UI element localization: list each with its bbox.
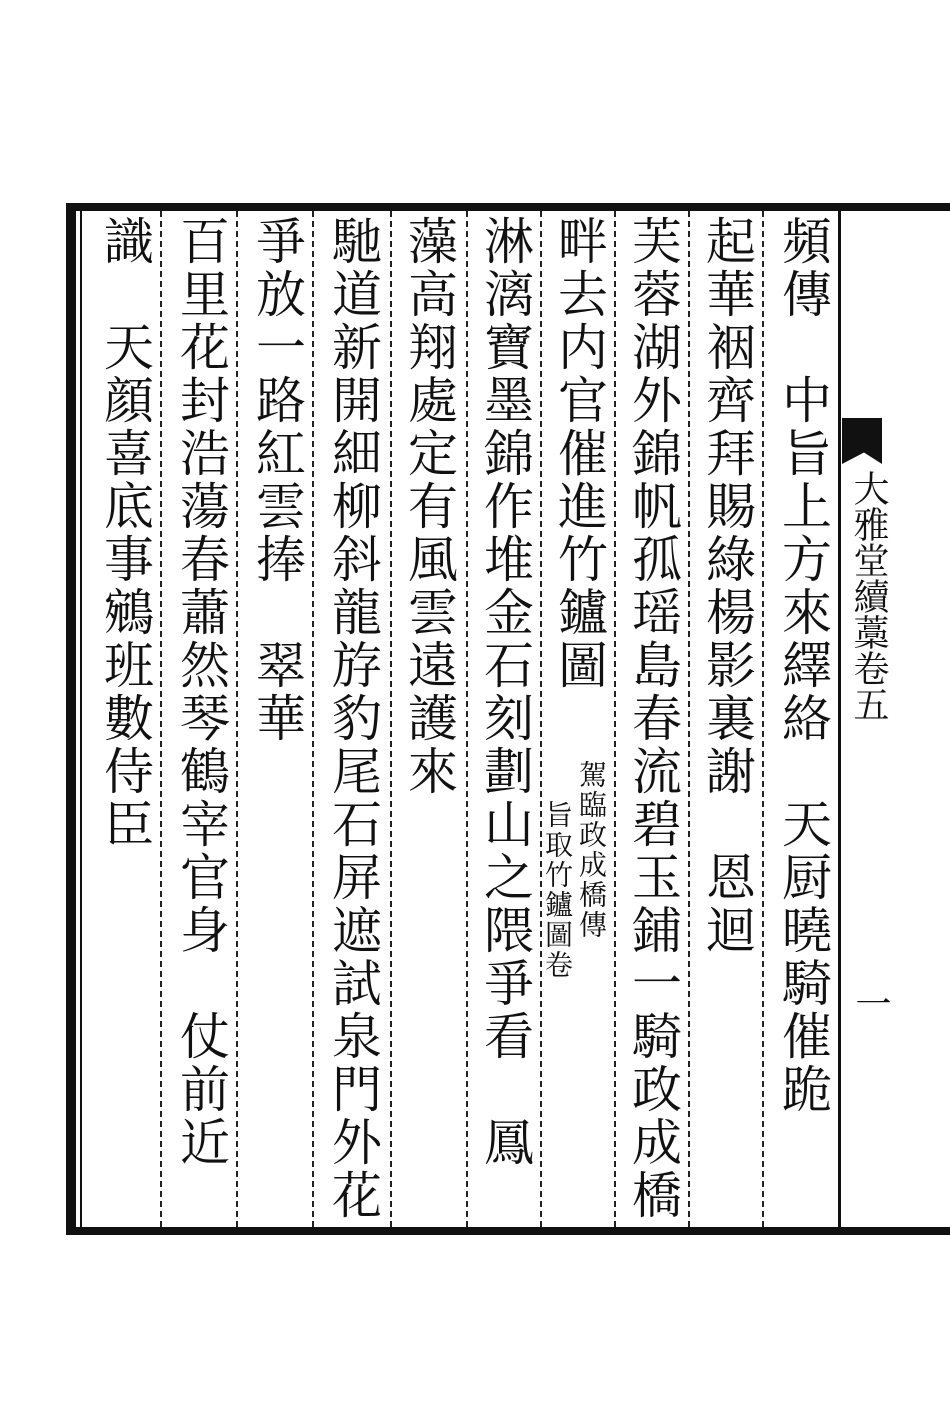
column-gap xyxy=(774,745,832,798)
column-divider xyxy=(540,211,542,1227)
text-column-5 xyxy=(470,215,540,1225)
text-column-7 xyxy=(318,215,388,1225)
column-text: 識 xyxy=(96,215,154,268)
frame-left-border xyxy=(66,203,76,1235)
column-divider xyxy=(466,211,468,1227)
column-divider xyxy=(160,211,162,1227)
column-text-elevated: 翠華 xyxy=(248,639,306,745)
column-text-elevated: 天厨曉騎催跪 xyxy=(774,798,832,1116)
frame-bottom-border xyxy=(66,1227,950,1235)
frame-left-inner-line xyxy=(80,211,82,1227)
fish-tail-mark xyxy=(842,418,882,464)
page-number: 一 xyxy=(850,985,891,1021)
column-text-elevated: 天顔喜底事鵷班數侍臣 xyxy=(96,321,154,851)
text-column-10 xyxy=(90,215,160,1225)
book-title: 大雅堂續藁卷五 xyxy=(848,470,889,722)
frame-top-border xyxy=(66,203,950,211)
text-column-1 xyxy=(768,215,838,1225)
text-column-2 xyxy=(692,215,762,1225)
column-text-elevated: 鳳 xyxy=(476,1116,534,1169)
column-divider xyxy=(762,211,764,1227)
column-text: 畔去内官催進竹鑪圖 xyxy=(550,215,608,692)
annotation-right: 駕臨政成橋傳 xyxy=(575,760,608,940)
column-text-elevated: 中旨上方來繹絡 xyxy=(774,374,832,745)
text-column-3 xyxy=(618,215,688,1225)
text-column-6 xyxy=(394,215,464,1225)
column-divider xyxy=(688,211,690,1227)
column-text: 芙蓉湖外錦帆孤瑶島春流碧玉鋪一騎政成橋 xyxy=(624,215,682,1222)
column-text: 馳道新開細柳斜龍斿豹尾石屏遮試泉門外花 xyxy=(324,215,382,1222)
column-text: 爭放一路紅雲捧 xyxy=(248,215,306,586)
column-text: 起華裀齊拜賜綠楊影裏謝 xyxy=(698,215,756,798)
column-gap xyxy=(774,321,832,374)
column-text-elevated: 仗前近 xyxy=(172,1010,230,1169)
column-text: 藻高翔處定有風雲遠護來 xyxy=(400,215,458,798)
column-text-elevated: 恩迴 xyxy=(698,851,756,957)
column-text: 淋漓寶墨錦作堆金石刻劃山之隈爭看 xyxy=(476,215,534,1063)
margin-divider xyxy=(838,211,841,1227)
column-gap xyxy=(698,798,756,851)
annotation-left: 旨取竹鑪圖卷 xyxy=(541,800,574,980)
column-divider xyxy=(390,211,392,1227)
column-gap xyxy=(96,268,154,321)
column-divider xyxy=(614,211,616,1227)
text-column-8 xyxy=(242,215,312,1225)
column-text: 百里花封浩蕩春蕭然琴鶴宰官身 xyxy=(172,215,230,957)
column-divider xyxy=(312,211,314,1227)
column-text: 頻傳 xyxy=(774,215,832,321)
column-divider xyxy=(236,211,238,1227)
text-column-4 xyxy=(544,215,614,735)
text-column-9 xyxy=(166,215,236,1225)
column-gap xyxy=(172,957,230,1010)
column-gap xyxy=(248,586,306,639)
column-gap xyxy=(476,1063,534,1116)
